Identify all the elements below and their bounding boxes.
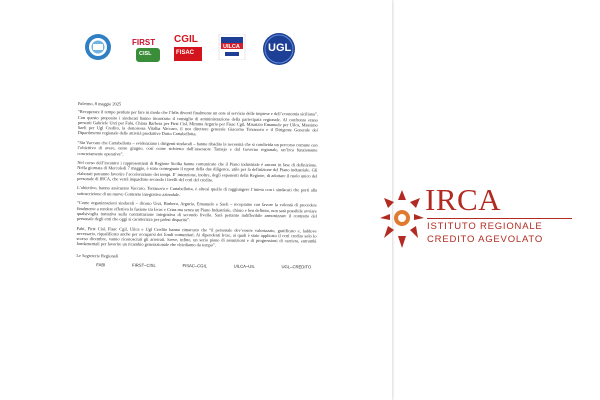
sig-org-fisac: FISAC–CGIL [182, 263, 207, 269]
fabi-logo [84, 33, 112, 66]
ugl-logo [262, 32, 296, 66]
sig-org-uilca: UILCA–UIL [233, 263, 255, 269]
first-label: FIRST [132, 38, 156, 47]
first-cisl-logo [130, 30, 166, 70]
paragraph-1: “Recuperare il tempo perduto per fare in modo che l’Irfis diventi finalmente un ente al servizio delle imprese e dell’economia siciliana”. Con questo proposito i sindacati hanno incontrato il consiglio di amministrazione della partecipata regionale. Al confronto erano presenti Gabriele Urzi per Fabi, Chiara Barbera per First Cisl, Mimma Argurio per Fisac Cgil, Maurizio Emanuele per Uilca, Massimo Saeli per Ugl Credito, la dottoressa Vitalba Vaccaro, il neo direttore generale Giacomo Terranova e il Dirigente Generale del Dipartimento regionale delle attività produttive Dario Cartabellotta. [77, 109, 318, 137]
press-release-body [76, 101, 318, 270]
uilca-label: UILCA [223, 44, 240, 50]
uilca-logo [217, 34, 249, 66]
signature-block [76, 253, 316, 270]
sig-org-fabi: FABI [96, 262, 106, 268]
fisac-label: FISAC [176, 50, 194, 56]
signature-line: Le Segreterie Regionali [76, 252, 119, 259]
signature-orgs [96, 262, 311, 270]
cisl-label: CISL [139, 51, 152, 57]
irca-logo [380, 182, 590, 260]
paragraph-4: L’obiettivo, hanno assicurato Vaccaro, Terranova e Cartabellotta, è altresì quello di raggiungere l’intesa con i sindacati che porti alla sottoscrizione di un nuovo Contratto integrativo aziendale. [77, 185, 318, 197]
irca-wordmark: IRCA [425, 182, 502, 217]
irca-subtitle-1: ISTITUTO REGIONALE [427, 221, 543, 232]
cgil-label: CGIL [174, 34, 198, 45]
paragraph-3: Nel corso dell’incontro i rappresentanti di Regione Sicilia hanno comunicato che il Piano industriale è ancora in fase di definizione. Nella giornata di Mercoledì 7 maggio, è stato consegnato il report della due diligence, utile per la definizione del Piano industriale. Gli elaborati potranno favorire l’accelerazione dei tempi. E’ intenzione, inoltre, degli esponenti della Regione, di adottare il ruolo unico del personale di IRCA, che verrà inquadrato secondo i livelli del ccnl del credito. [77, 160, 318, 183]
paragraph-5: “Come organizzazioni sindacali – dicono Urzi, Barbera, Argurio, Emanuele e Saeli – recepiamo con favore la volontà di procedere finalmente a rendere effettiva la fusione tra Ircac e Crias ma senza un Piano Industriale, chiaro e ben definito, non sarà possibile avviare qualsivoglia trattativa sulla contrattazione integrativa di secondo livello. Sarà pertanto indifferibile armonizzare il contratto del personale degli enti che oggi si caratterizza per palesi disparità”. [76, 200, 317, 223]
ugl-label: UGL [268, 42, 292, 54]
union-logos-row [0, 30, 392, 70]
irca-emblem-icon [380, 190, 424, 248]
paragraph-2: “Sia Vaccaro che Cartabellotta – evidenziano i dirigenti sindacali – hanno ribadito la necessità che si condivida un percorso comune con l’obiettivo di avere, entro giugno, così come richiesto dall’assessore Tamajo e dal Governo regionale, un’Irca funzionante concretamente operativa”. [77, 139, 318, 157]
document-date: Palermo, 8 maggio 2025 [77, 101, 122, 107]
sig-org-first: FIRST–CISL [132, 262, 156, 268]
irca-subtitle-2: CREDITO AGEVOLATO [427, 234, 544, 245]
cgil-fisac-logo [172, 30, 204, 70]
irca-divider [427, 218, 572, 219]
paragraph-6: Fabi, First Cisl, Fisac Cgil, Uilca e Ugl Credito hanno rimarcato che “il personale dev’essere valorizzato, gratificato e, laddove necessario, riqualificato anche per occuparsi dei fondi comunitari. Ai dipendenti Ircac, ai quali è stato applicato il ccnl credito solo lo scorso dicembre, vanno riconosciuti gli arretrati. Serve, infine, un serio piano di assunzioni e di progressioni di carriera, entrambi fondamentali per favorire un ricambio generazionale che chiediamo da tempo”. [76, 225, 317, 248]
sig-org-ugl: UGL–CREDITO [281, 264, 312, 270]
